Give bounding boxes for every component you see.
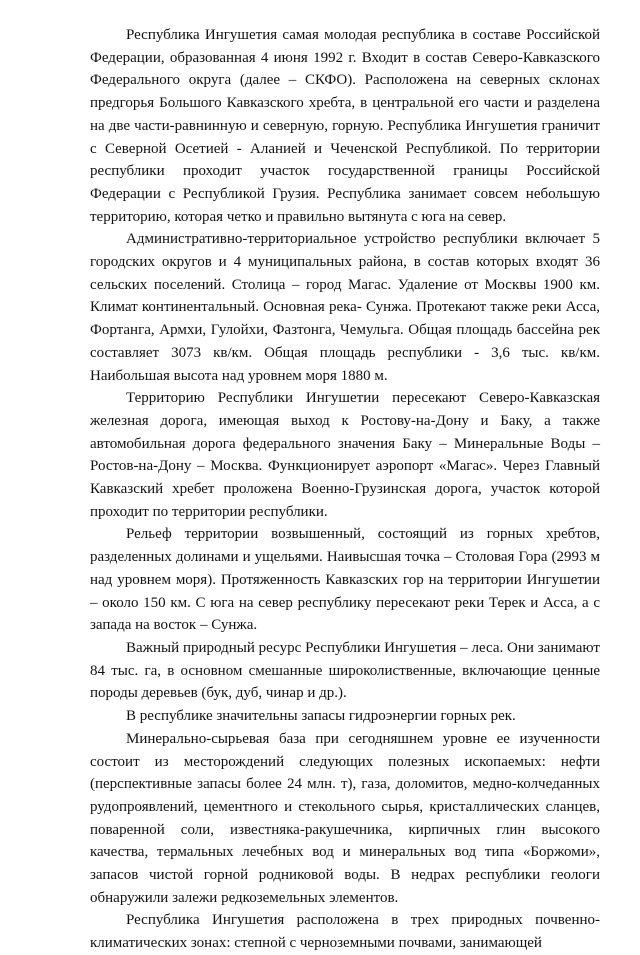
document-body [90, 24, 600, 955]
paragraph-minerals: Минерально-сырьевая база при сегодняшнем уровне ее изученности состоит из месторождений следующих полезных ископаемых: нефти (перспективные запасы более 24 млн. т), газа, доломитов, медно-колчеданных рудопроявлений, цементного и стекольного сырья, кристаллических сланцев, поваренной соли, известняка-ракушечника, кирпичных глин высокого качества, термальных лечебных вод и минеральных вод типа «Боржоми», запасов чистой горной родниковой воды. В недрах республики геологи обнаружили залежи редкоземельных элементов. [90, 730, 600, 906]
paragraph-climate-zones: Республика Ингушетия расположена в трех природных почвенно-климатических зонах: степной с черноземными почвами, занимающей [90, 912, 600, 952]
paragraph-forests: Важный природный ресурс Республики Ингушетия – леса. Они занимают 84 тыс. га, в основном смешанные широколиственные, включающие ценные породы деревьев (бук, дуб, чинар и др.). [90, 639, 600, 702]
paragraph-hydro: В республике значительны запасы гидроэнергии горных рек. [126, 708, 516, 725]
paragraph-transport: Территорию Республики Ингушетии пересекают Северо-Кавказская железная дорога, имеющая выход к Ростову-на-Дону и Баку, а также автомобильная дорога федерального значения Баку – Минеральные Воды – Ростов-на-Дону – Москва. Функционирует аэропорт «Магас». Через Главный Кавказский хребет проложена Военно-Грузинская дорога, участок которой проходит по территории республики. [90, 390, 600, 520]
paragraph-intro: Республика Ингушетия самая молодая республика в составе Российской Федерации, образованная 4 июня 1992 г. Входит в состав Северо-Кавказского Федерального округа (далее – СКФО). Расположена на северных склонах предгорья Большого Кавказского хребта, в центральной его части и разделена на две части-равнинную и северную, горную. Республика Ингушетия граничит с Северной Осетией - Аланией и Чеченской Республикой. По территории республики проходит участок государственной границы Российской Федерации с Республикой Грузия. Республика занимает совсем небольшую территорию, которая четко и правильно вытянута с юга на север. [90, 27, 600, 225]
paragraph-relief: Рельеф территории возвышенный, состоящий из горных хребтов, разделенных долинами и ущельями. Наивысшая точка – Столовая Гора (2993 м над уровнем моря). Протяженность Кавказских гор на территории Ингушетии – около 150 км. С юга на север республику пересекают реки Терек и Асса, а с запада на восток – Сунжа. [90, 526, 600, 634]
paragraph-administration: Административно-территориальное устройство республики включает 5 городских округов и 4 муниципальных района, в состав которых входят 36 сельских поселений. Столица – город Магас. Удаление от Москвы 1900 км. Климат континентальный. Основная река- Сунжа. Протекают также реки Асса, Фортанга, Армхи, Гулойхи, Фазтонга, Чемульга. Общая площадь бассейна рек составляет 3073 кв/км. Общая площадь республики - 3,6 тыс. кв/км. Наибольшая высота над уровнем моря 1880 м. [90, 231, 600, 384]
